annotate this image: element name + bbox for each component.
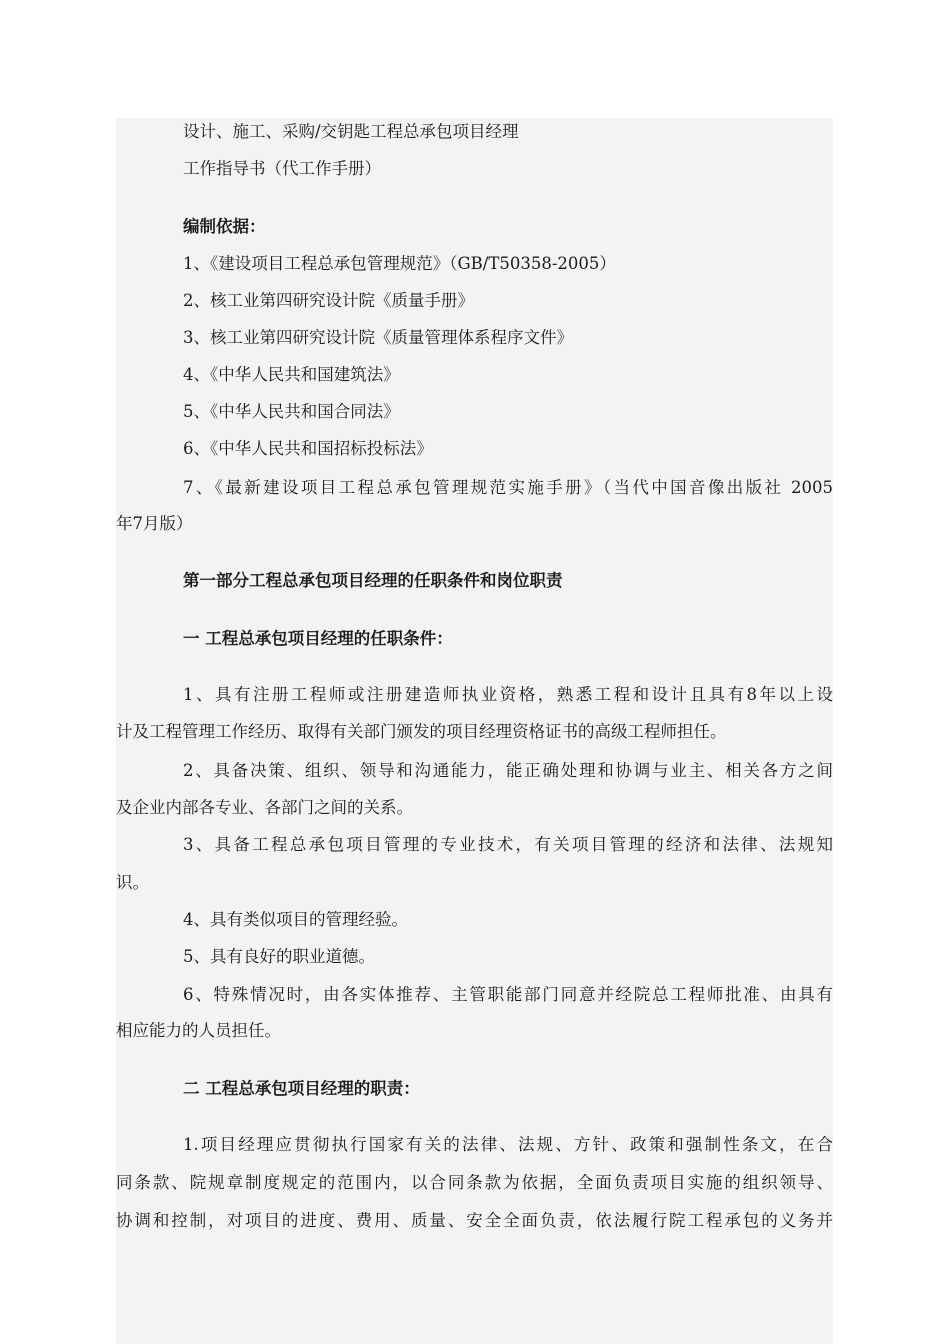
section2-heading: 二 工程总承包项目经理的职责： (183, 1079, 420, 1098)
section2-line: 1.项目经理应贯彻执行国家有关的法律、法规、方针、政策和强制性条文，在合 (183, 1135, 833, 1154)
section1-line: 5、具有良好的职业道德。 (183, 947, 375, 966)
section2-line: 协调和控制，对项目的进度、费用、质量、安全全面负责，依法履行院工程承包的义务并 (116, 1211, 833, 1230)
basis-item: 3、核工业第四研究设计院《质量管理体系程序文件》 (183, 328, 573, 347)
basis-item: 1、《建设项目工程总承包管理规范》（GB/T50358-2005） (183, 254, 616, 273)
basis-heading: 编制依据： (183, 217, 266, 236)
section1-heading: 一 工程总承包项目经理的任职条件： (183, 629, 453, 648)
section1-line: 及企业内部各专业、各部门之间的关系。 (116, 798, 413, 817)
basis-item: 6、《中华人民共和国招标投标法》 (183, 439, 433, 458)
section1-line: 计及工程管理工作经历、取得有关部门颁发的项目经理资格证书的高级工程师担任。 (116, 722, 727, 741)
section1-line: 2、具备决策、组织、领导和沟通能力，能正确处理和协调与业主、相关各方之间 (183, 761, 833, 780)
section1-line: 1、具有注册工程师或注册建造师执业资格，熟悉工程和设计且具有8年以上设 (183, 685, 833, 704)
basis-item: 2、核工业第四研究设计院《质量手册》 (183, 291, 474, 310)
part1-heading: 第一部分工程总承包项目经理的任职条件和岗位职责 (183, 571, 563, 590)
basis-item: 4、《中华人民共和国建筑法》 (183, 365, 400, 384)
basis-item: 5、《中华人民共和国合同法》 (183, 402, 400, 421)
section1-line: 4、具有类似项目的管理经验。 (183, 910, 408, 929)
doc-title-line1: 设计、施工、采购/交钥匙工程总承包项目经理 (183, 122, 519, 141)
section1-line: 识。 (116, 873, 149, 892)
basis-item: 7、《最新建设项目工程总承包管理规范实施手册》（当代中国音像出版社 2005 (183, 478, 833, 497)
section1-line: 6、特殊情况时，由各实体推荐、主管职能部门同意并经院总工程师批准、由具有 (183, 985, 833, 1004)
section2-line: 同条款、院规章制度规定的范围内，以合同条款为依据，全面负责项目实施的组织领导、 (116, 1173, 833, 1192)
section1-line: 相应能力的人员担任。 (116, 1021, 281, 1040)
doc-title-line2: 工作指导书（代工作手册） (183, 159, 381, 178)
section1-line: 3、具备工程总承包项目管理的专业技术，有关项目管理的经济和法律、法规知 (183, 835, 833, 854)
basis-item-continuation: 年7月版） (116, 514, 193, 533)
